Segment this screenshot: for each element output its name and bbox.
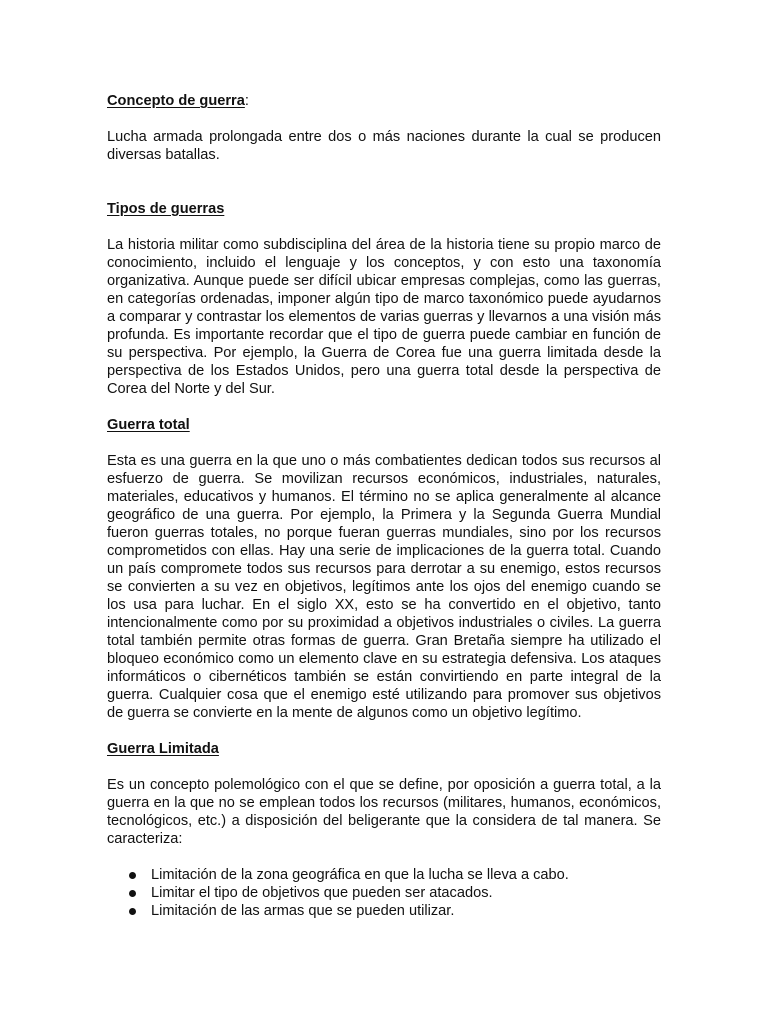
paragraph-guerra-limitada: Es un concepto polemológico con el que se define, por oposición a guerra total, a la guerra en la que no se emplean todos los recursos (militares, humanos, económicos, tecnológicos, etc.) a disposición del beligerante que la considera de tal manera. Se caracteriza: — [107, 777, 661, 847]
bullet-icon — [129, 872, 136, 879]
heading-concepto-text: Concepto de guerra — [107, 93, 245, 109]
heading-guerra-total — [107, 416, 661, 434]
list-item-text: Limitar el tipo de objetivos que pueden ser atacados. — [151, 885, 493, 901]
list-item-text: Limitación de la zona geográfica en que la lucha se lleva a cabo. — [151, 867, 569, 883]
list-item — [107, 884, 661, 902]
heading-limitada-text: Guerra Limitada — [107, 741, 219, 757]
heading-tipos-de-guerras — [107, 200, 661, 218]
list-item — [107, 866, 661, 884]
characteristics-list — [107, 866, 661, 920]
heading-concepto-de-guerra — [107, 92, 661, 110]
list-item — [107, 902, 661, 920]
heading-guerra-limitada — [107, 740, 661, 758]
paragraph-tipos: La historia militar como subdisciplina del área de la historia tiene su propio marco de conocimiento, incluido el lenguaje y los conceptos, y con esto una taxonomía organizativa. Aunque puede ser difícil ubicar empresas complejas, como las guerras, en categorías ordenadas, imponer algún tipo de marco taxonómico puede ayudarnos a comparar y contrastar los elementos de varias guerras y llevarnos a una visión más profunda. Es importante recordar que el tipo de guerra puede cambiar en función de su perspectiva. Por ejemplo, la Guerra de Corea fue una guerra limitada desde la perspectiva de los Estados Unidos, pero una guerra total desde la perspectiva de Corea del Norte y del Sur. — [107, 237, 661, 397]
document-page — [107, 92, 661, 920]
paragraph-guerra-total: Esta es una guerra en la que uno o más combatientes dedican todos sus recursos al esfuerzo de guerra. Se movilizan recursos económicos, industriales, naturales, materiales, educativos y humanos. El término no se aplica generalmente al alcance geográfico de una guerra. Por ejemplo, la Primera y la Segunda Guerra Mundial fueron guerras totales, no porque fueran guerras mundiales, sino por los recursos comprometidos con ellas. Hay una serie de implicaciones de la guerra total. Cuando un país compromete todos sus recursos para derrotar a su enemigo, estos recursos se convierten a su vez en objetivos, legítimos ante los ojos del enemigo cuando se los usa para luchar. En el siglo XX, esto se ha convertido en el objetivo, tanto intencionalmente como por su proximidad a objetivos industriales o civiles. La guerra total también permite otras formas de guerra. Gran Bretaña siempre ha utilizado el bloqueo económico como un elemento clave en su estrategia defensiva. Los ataques informáticos o cibernéticos también se están convirtiendo en parte integral de la guerra. Cualquier cosa que el enemigo esté utilizando para promover sus objetivos de guerra se convierte en la mente de algunos como un objetivo legítimo. — [107, 453, 661, 721]
paragraph-concepto: Lucha armada prolongada entre dos o más naciones durante la cual se producen diversas batallas. — [107, 129, 661, 163]
heading-total-text: Guerra total — [107, 417, 190, 433]
heading-concepto-colon: : — [244, 93, 249, 109]
bullet-icon — [129, 908, 136, 915]
bullet-icon — [129, 890, 136, 897]
list-item-text: Limitación de las armas que se pueden utilizar. — [151, 903, 455, 919]
heading-tipos-text: Tipos de guerras — [107, 201, 225, 217]
